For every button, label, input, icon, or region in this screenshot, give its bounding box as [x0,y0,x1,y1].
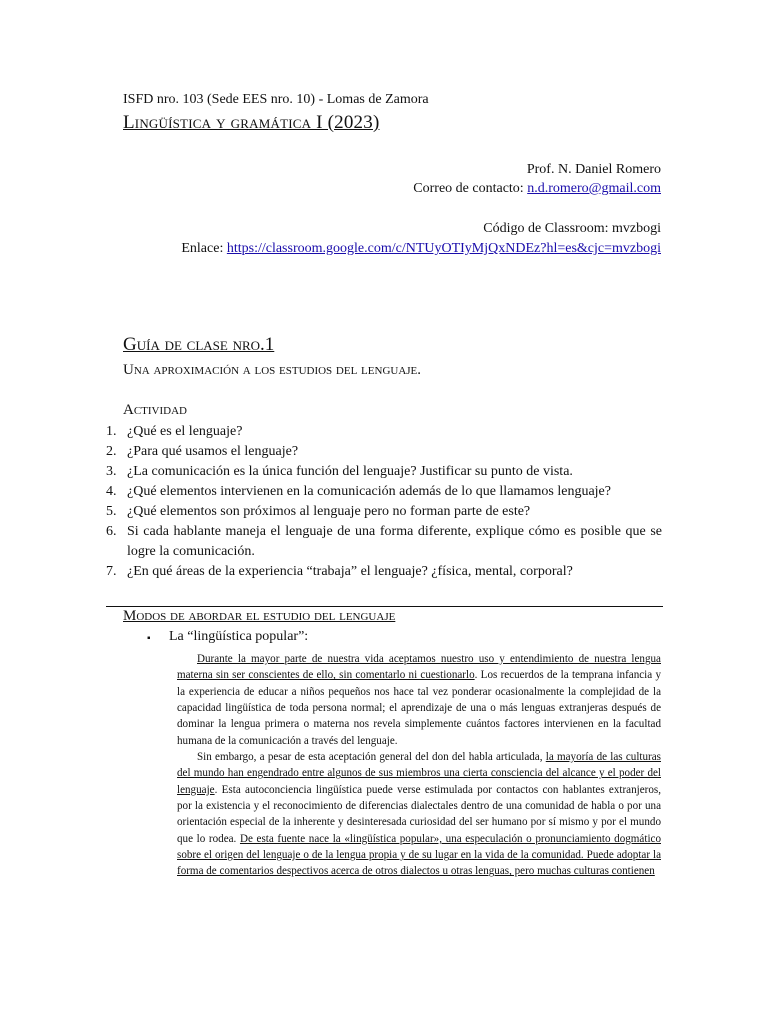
question-list [106,422,662,582]
square-bullet-icon: ▪ [147,633,151,644]
question-text: ¿Qué es el lenguaje? [127,424,243,439]
question-text: ¿En qué áreas de la experiencia “trabaja” el lenguaje? ¿física, mental, corporal? [127,564,573,579]
underlined-text: Durante la mayor parte de nuestra vida aceptamos nuestro uso y entendimiento de nuestra lengua materna sin ser conscientes de ello, sin comentarlo ni cuestionarlo [177,653,661,682]
classroom-link[interactable]: https://classroom.google.com/c/NTUyOTIyMjQxNDEz?hl=es&cjc=mvzbogi [226,241,661,256]
email-label: Correo de contacto: [413,181,528,196]
bullet-item [147,629,308,649]
question-text: ¿Qué elementos intervienen en la comunicación además de lo que llamamos lenguaje? [127,484,611,499]
question-item [106,462,662,482]
course-title: Lingüística y gramática I (2023) [123,112,380,133]
question-text: Si cada hablante maneja el lenguaje de una forma diferente, explique cómo es posible que se logre la comunicación. [127,524,662,559]
question-item [106,502,662,522]
section-divider [106,606,663,607]
paragraph-text: . Los recuerdos de la temprana infancia y la experiencia de educar a niños pequeños nos hace tal vez ponderar ocasionalmente la complejidad de la capacidad lingüística de toda persona normal; el aprendizaje de una o más lenguas extranjeras después de dominar la lengua primera o materna nos revela simplemente cuántos factores intervienen en la facultad humana de la comunicación a través del lenguaje. [177,669,661,747]
question-number: 4. [106,484,117,499]
question-item [106,422,662,442]
question-item [106,562,662,582]
underlined-text: De esta fuente nace la «lingüística popular», una especulación o pronunciamiento dogmático sobre el origen del lenguaje o de la lengua propia y de su lugar en la vida de la comunidad. Puede adoptar la forma de comentarios despectivos acerca de otros dialectos u otras lenguas, pero muchas culturas contienen [177,832,661,878]
question-text: ¿Para qué usamos el lenguaje? [127,444,299,459]
question-number: 6. [106,524,117,539]
institution-line: ISFD nro. 103 (Sede EES nro. 10) - Lomas de Zamora [123,92,429,107]
classroom-link-line [181,241,661,257]
bullet-label: La “lingüística popular”: [169,629,309,644]
modes-section-title: Modos de abordar el estudio del lenguaje [123,608,396,624]
question-text: ¿Qué elementos son próximos al lenguaje pero no forman parte de este? [127,504,531,519]
guide-subtitle: Una aproximación a los estudios del lenguaje. [123,362,422,378]
email-link[interactable]: n.d.romero@gmail.com [527,181,661,196]
guide-title: Guía de clase nro.1 [123,334,275,355]
question-number: 2. [106,444,117,459]
activity-title: Actividad [123,402,187,418]
paragraph-text: Sin embargo, a pesar de esta aceptación general del don del habla articulada, [197,751,546,764]
link-label: Enlace: [181,241,227,256]
question-number: 1. [106,424,117,439]
question-text: ¿La comunicación es la única función del lenguaje? Justificar su punto de vista. [127,464,573,479]
question-item [106,482,662,502]
question-number: 3. [106,464,117,479]
contact-email-line [413,181,661,197]
question-number: 7. [106,564,117,579]
paragraph-text: . Esta autoconciencia lingüística puede verse estimulada por contactos con hablantes extranjeros, por la existencia y el reconocimiento de diferencias dialectales dentro de una comunidad de habla o por una orientación especial de la inherente y desinteresada curiosidad del ser humano por sí mismo y por el mundo que lo rodea. [177,783,661,845]
paragraph-1 [177,651,661,749]
classroom-code: Código de Classroom: mvzbogi [483,221,661,236]
question-number: 5. [106,504,117,519]
paragraph-2 [177,749,661,880]
question-item [106,442,662,462]
quoted-text-block [177,651,661,880]
underlined-text: la mayoría de las culturas del mundo han engendrado entre algunos de sus miembros una cierta consciencia del alcance y el poder del lenguaje [177,751,661,796]
professor-name: Prof. N. Daniel Romero [526,162,661,177]
question-item [106,522,662,562]
